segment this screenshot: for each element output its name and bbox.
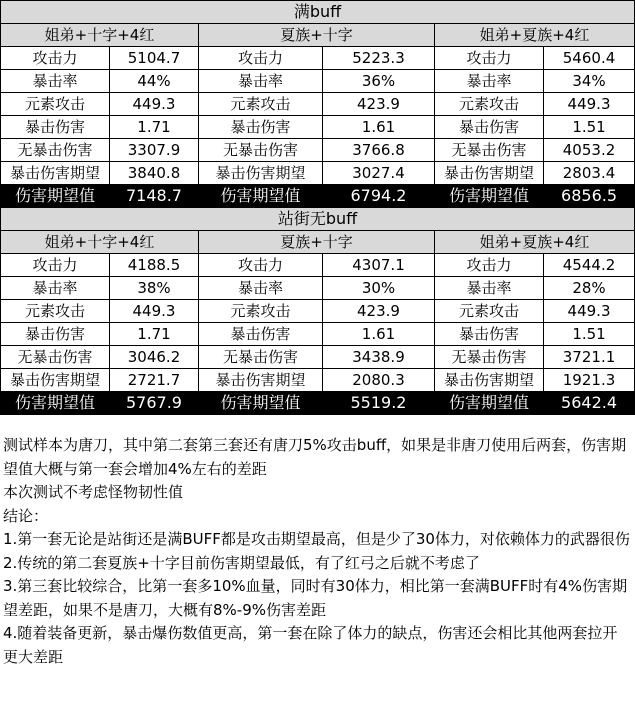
stat-value: 1.71 [110, 116, 199, 139]
expected-damage-row [1, 185, 635, 208]
stat-label: 暴击伤害期望 [199, 369, 323, 392]
stat-row [1, 323, 635, 346]
stat-value: 4053.2 [544, 139, 635, 162]
stat-value: 4544.2 [544, 254, 635, 277]
stat-value: 449.3 [544, 300, 635, 323]
stat-label: 暴击伤害 [1, 116, 110, 139]
stat-value: 5223.3 [323, 47, 435, 70]
stat-label: 暴击伤害 [435, 323, 544, 346]
stat-label: 暴击伤害期望 [435, 162, 544, 185]
stat-value: 5767.9 [110, 392, 199, 415]
stat-label: 伤害期望值 [1, 185, 110, 208]
stat-label: 元素攻击 [435, 93, 544, 116]
stat-value: 423.9 [323, 93, 435, 116]
stat-row [1, 277, 635, 300]
stat-value: 6856.5 [544, 185, 635, 208]
stat-value: 28% [544, 277, 635, 300]
stat-label: 无暴击伤害 [1, 139, 110, 162]
note-conclusion-heading: 结论： [3, 506, 49, 525]
section-title: 站街无buff [1, 208, 635, 231]
set-header-row [1, 231, 635, 254]
stat-row [1, 300, 635, 323]
set-name: 姐弟+夏族+4红 [435, 231, 635, 254]
stat-label: 暴击伤害 [1, 323, 110, 346]
stat-label: 伤害期望值 [1, 392, 110, 415]
stat-row [1, 346, 635, 369]
stat-value: 44% [110, 70, 199, 93]
stat-label: 无暴击伤害 [1, 346, 110, 369]
stat-label: 攻击力 [199, 254, 323, 277]
stat-label: 暴击伤害 [199, 116, 323, 139]
stat-value: 1.61 [323, 116, 435, 139]
stat-label: 攻击力 [1, 254, 110, 277]
stat-label: 攻击力 [435, 47, 544, 70]
stat-label: 暴击伤害期望 [199, 162, 323, 185]
stat-value: 5460.4 [544, 47, 635, 70]
stat-value: 3766.8 [323, 139, 435, 162]
stat-label: 元素攻击 [1, 93, 110, 116]
stat-value: 5642.4 [544, 392, 635, 415]
stat-label: 暴击率 [435, 277, 544, 300]
stat-label: 元素攻击 [199, 93, 323, 116]
stat-label: 暴击伤害 [199, 323, 323, 346]
stat-value: 7148.7 [110, 185, 199, 208]
stat-value: 423.9 [323, 300, 435, 323]
stat-label: 伤害期望值 [199, 185, 323, 208]
stat-value: 34% [544, 70, 635, 93]
stat-value: 4188.5 [110, 254, 199, 277]
stat-label: 暴击伤害 [435, 116, 544, 139]
note-conclusion-1: 1.第一套无论是站街还是满BUFF都是攻击期望最高，但是少了30体力，对依赖体力的武器很伤 [3, 530, 630, 548]
set-name: 夏族+十字 [199, 231, 435, 254]
test-notes [3, 434, 631, 669]
stat-value: 3438.9 [323, 346, 435, 369]
stat-label: 暴击伤害期望 [1, 162, 110, 185]
stat-value: 5519.2 [323, 392, 435, 415]
stat-label: 元素攻击 [199, 300, 323, 323]
stat-value: 38% [110, 277, 199, 300]
stat-value: 449.3 [544, 93, 635, 116]
stat-value: 3307.9 [110, 139, 199, 162]
stat-label: 暴击率 [1, 277, 110, 300]
stat-label: 元素攻击 [435, 300, 544, 323]
stat-label: 暴击伤害期望 [1, 369, 110, 392]
stat-label: 无暴击伤害 [199, 139, 323, 162]
stat-value: 2803.4 [544, 162, 635, 185]
stat-label: 伤害期望值 [435, 185, 544, 208]
stat-label: 无暴击伤害 [435, 139, 544, 162]
stat-label: 攻击力 [1, 47, 110, 70]
stat-row [1, 139, 635, 162]
stat-value: 449.3 [110, 93, 199, 116]
stat-row [1, 116, 635, 139]
note-conclusion-2: 2.传统的第二套夏族+十字目前伤害期望最低，有了红弓之后就不考虑了 [3, 553, 480, 572]
stat-value: 1.71 [110, 323, 199, 346]
stat-value: 449.3 [110, 300, 199, 323]
stat-row [1, 254, 635, 277]
stat-value: 36% [323, 70, 435, 93]
stat-label: 无暴击伤害 [199, 346, 323, 369]
stat-label: 暴击率 [199, 277, 323, 300]
stat-value: 2721.7 [110, 369, 199, 392]
note-conclusion-3: 3.第三套比较综合，比第一套多10%血量，同时有30体力，相比第一套满BUFF时有4%伤害期望差距，如果不是唐刀，大概有8%-9%伤害差距 [3, 577, 628, 619]
set-name: 姐弟+夏族+4红 [435, 24, 635, 47]
stat-value: 30% [323, 277, 435, 300]
stat-label: 攻击力 [199, 47, 323, 70]
stat-value: 3046.2 [110, 346, 199, 369]
set-name: 姐弟+十字+4红 [1, 24, 199, 47]
stat-label: 伤害期望值 [435, 392, 544, 415]
stat-label: 元素攻击 [1, 300, 110, 323]
stat-value: 1921.3 [544, 369, 635, 392]
stat-label: 暴击伤害期望 [435, 369, 544, 392]
set-header-row [1, 24, 635, 47]
stat-label: 伤害期望值 [199, 392, 323, 415]
stat-label: 暴击率 [199, 70, 323, 93]
note-conclusion-4: 4.随着装备更新，暴击爆伤数值更高，第一套在除了体力的缺点，伤害还会相比其他两套拉开更大差距 [3, 624, 618, 666]
stat-value: 2080.3 [323, 369, 435, 392]
stat-row [1, 47, 635, 70]
stat-value: 1.51 [544, 116, 635, 139]
stat-row [1, 162, 635, 185]
stat-label: 暴击率 [435, 70, 544, 93]
stat-value: 3840.8 [110, 162, 199, 185]
stat-row [1, 369, 635, 392]
section-title-row [1, 208, 635, 231]
stat-row [1, 70, 635, 93]
stat-value: 3721.1 [544, 346, 635, 369]
section-title: 满buff [1, 1, 635, 24]
expected-damage-row [1, 392, 635, 415]
set-name: 夏族+十字 [199, 24, 435, 47]
section-title-row [1, 1, 635, 24]
stat-value: 4307.1 [323, 254, 435, 277]
stat-row [1, 93, 635, 116]
stat-value: 1.51 [544, 323, 635, 346]
note-toughness: 本次测试不考虑怪物韧性值 [3, 483, 184, 501]
stat-label: 无暴击伤害 [435, 346, 544, 369]
stat-value: 5104.7 [110, 47, 199, 70]
stat-label: 攻击力 [435, 254, 544, 277]
stat-label: 暴击率 [1, 70, 110, 93]
stat-value: 1.61 [323, 323, 435, 346]
note-sample-description: 测试样本为唐刀，其中第二套第三套还有唐刀5%攻击buff，如果是非唐刀使用后两套，伤害期望值大概与第一套会增加4%左右的差距 [3, 436, 627, 478]
set-name: 姐弟+十字+4红 [1, 231, 199, 254]
stat-value: 6794.2 [323, 185, 435, 208]
stat-value: 3027.4 [323, 162, 435, 185]
